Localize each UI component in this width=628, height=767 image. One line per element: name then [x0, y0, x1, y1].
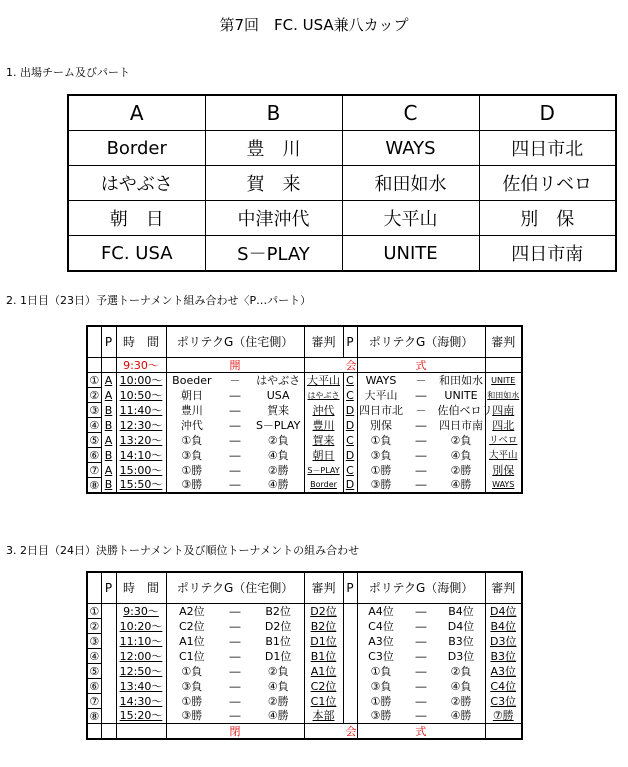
day2-header-row: [87, 572, 522, 604]
day2-schedule-table: [86, 571, 523, 740]
day1-schedule-table: [86, 325, 523, 494]
team-name: ②勝: [450, 694, 472, 708]
part2-cell: C: [343, 388, 357, 403]
table-row: [87, 448, 522, 463]
team-name: ②勝: [267, 694, 289, 708]
part2-cell: D: [343, 478, 357, 494]
part-cell: [101, 679, 116, 694]
part-cell: B: [101, 448, 116, 463]
teams-row: [68, 166, 616, 201]
closing-ceremony-row: [87, 724, 522, 740]
time-cell: 11:10～: [116, 634, 166, 649]
vs-separator: ―: [229, 619, 241, 633]
table-row: [87, 619, 522, 634]
part2-cell: [343, 634, 357, 649]
part-cell: [101, 694, 116, 709]
team-name: ④負: [267, 448, 289, 462]
team-cell: 四日市南: [479, 236, 616, 272]
opening-ceremony-row: [87, 358, 522, 373]
vs-separator: ―: [229, 664, 241, 678]
referee2-cell: B3位: [485, 649, 522, 664]
team-cell: FC. USA: [68, 236, 205, 272]
match-court1: [166, 433, 304, 448]
court2-column-header: ポリテクG（海側）: [357, 326, 485, 358]
team-cell: 別 保: [479, 201, 616, 236]
part2-cell: C: [343, 463, 357, 478]
team-name: 四日市南: [438, 418, 483, 432]
time-cell: 15:00～: [116, 463, 166, 478]
vs-separator: ―: [229, 388, 241, 402]
part2-cell: [343, 694, 357, 709]
time-cell: 14:10～: [116, 448, 166, 463]
match-court1: [166, 604, 304, 619]
day1-header-row: [87, 326, 522, 358]
team-name: A4位: [368, 604, 394, 618]
part-header: A: [68, 95, 205, 131]
team-name: Boeder: [172, 373, 212, 387]
referee-cell: 沖代: [304, 403, 343, 418]
team-name: ④負: [267, 679, 289, 693]
time-cell: 9:30～: [116, 604, 166, 619]
team-name: C4位: [368, 619, 394, 633]
referee2-cell: 別保: [485, 463, 522, 478]
team-name: ③勝: [370, 709, 392, 723]
team-name: ③勝: [181, 478, 203, 492]
page-title: 第7回 FC. USA兼八カップ: [219, 16, 409, 34]
match-court2: [357, 478, 485, 494]
referee2-cell: D3位: [485, 634, 522, 649]
match-court2: [357, 418, 485, 433]
referee-column-header: 審判: [304, 572, 343, 604]
team-cell: 豊 川: [205, 131, 342, 166]
table-row: [87, 418, 522, 433]
part2-column-header: P: [343, 572, 357, 604]
court2-column-header: ポリテクG（海側）: [357, 572, 485, 604]
match-court1: [166, 619, 304, 634]
part-cell: A: [101, 373, 116, 388]
court1-column-header: ポリテクG（住宅側）: [166, 326, 304, 358]
opening-time: 9:30～: [116, 358, 166, 373]
vs-separator: ―: [415, 418, 427, 432]
team-name: C1位: [179, 649, 205, 663]
match-number: ①: [87, 373, 101, 388]
vs-separator: ―: [415, 664, 427, 678]
referee2-column-header: 審判: [485, 326, 522, 358]
vs-separator: ―: [415, 634, 427, 648]
vs-separator: ―: [229, 418, 241, 432]
match-court2: [357, 664, 485, 679]
match-court1: [166, 649, 304, 664]
team-name: ④勝: [267, 478, 289, 492]
team-name: ②負: [450, 433, 472, 447]
match-court1: [166, 448, 304, 463]
match-court2: [357, 388, 485, 403]
table-row: [87, 679, 522, 694]
match-court2: [357, 649, 485, 664]
referee2-cell: 和田如水: [485, 388, 522, 403]
match-court2: [357, 634, 485, 649]
team-name: ④勝: [450, 709, 472, 723]
team-name: UNITE: [444, 388, 478, 402]
match-number: ③: [87, 403, 101, 418]
team-cell: S－PLAY: [205, 236, 342, 272]
referee-column-header: 審判: [304, 326, 343, 358]
referee2-cell: リベロ: [485, 433, 522, 448]
match-number: ⑦: [87, 694, 101, 709]
vs-separator: ―: [415, 463, 427, 477]
referee2-cell: C4位: [485, 679, 522, 694]
team-cell: UNITE: [342, 236, 479, 272]
team-cell: 佐伯リベロ: [479, 166, 616, 201]
match-court1: [166, 694, 304, 709]
part-header: B: [205, 95, 342, 131]
team-name: ④負: [450, 448, 472, 462]
table-row: [87, 478, 522, 494]
team-name: ②勝: [450, 463, 472, 477]
time-cell: 10:00～: [116, 373, 166, 388]
team-name: ②負: [267, 433, 289, 447]
team-cell: 四日市北: [479, 131, 616, 166]
team-name: ①負: [370, 433, 392, 447]
match-number: ④: [87, 649, 101, 664]
team-cell: 和田如水: [342, 166, 479, 201]
match-court2: [357, 373, 485, 388]
part2-cell: [343, 649, 357, 664]
referee2-cell: WAYS: [485, 478, 522, 494]
team-name: ①負: [181, 433, 203, 447]
part2-cell: D: [343, 448, 357, 463]
table-row: [87, 388, 522, 403]
part-cell: [101, 604, 116, 619]
match-number: ⑤: [87, 433, 101, 448]
closing-label: 閉: [166, 724, 304, 740]
team-name: 沖代: [180, 418, 203, 432]
part-cell: A: [101, 433, 116, 448]
time-cell: 12:30～: [116, 418, 166, 433]
team-name: ①勝: [181, 694, 203, 708]
time-cell: 12:00～: [116, 649, 166, 664]
table-row: [87, 649, 522, 664]
team-name: ③負: [181, 679, 203, 693]
referee-cell: Border: [304, 478, 343, 494]
match-court1: [166, 388, 304, 403]
match-number: ⑥: [87, 679, 101, 694]
team-name: ③負: [370, 679, 392, 693]
table-row: [87, 403, 522, 418]
match-number: ⑧: [87, 709, 101, 724]
part-cell: A: [101, 463, 116, 478]
team-name: ①勝: [181, 463, 203, 477]
team-name: S－PLAY: [255, 418, 301, 432]
team-name: ②負: [450, 664, 472, 678]
teams-header-row: [68, 95, 616, 131]
section-3-heading: 3. 2日目（24日）決勝トーナメント及び順位トーナメントの組み合わせ: [6, 544, 360, 557]
referee-cell: C2位: [304, 679, 343, 694]
referee2-cell: 四北: [485, 418, 522, 433]
table-row: [87, 634, 522, 649]
teams-row: [68, 236, 616, 272]
team-cell: WAYS: [342, 131, 479, 166]
teams-row: [68, 201, 616, 236]
team-name: A1位: [179, 634, 205, 648]
match-court2: [357, 694, 485, 709]
section-1-heading: 1. 出場チーム及びパート: [6, 66, 130, 79]
team-name: 豊川: [180, 403, 203, 417]
referee2-cell: UNITE: [485, 373, 522, 388]
match-number: ⑦: [87, 463, 101, 478]
vs-separator: ―: [415, 604, 427, 618]
referee-cell: 豊川: [304, 418, 343, 433]
team-name: はやぶさ: [256, 373, 301, 387]
referee-cell: D2位: [304, 604, 343, 619]
team-cell: 朝 日: [68, 201, 205, 236]
team-name: D2位: [264, 619, 292, 633]
team-name: ①勝: [370, 463, 392, 477]
team-name: B1位: [265, 634, 291, 648]
vs-separator: ―: [415, 448, 427, 462]
time-cell: 12:50～: [116, 664, 166, 679]
referee2-column-header: 審判: [485, 572, 522, 604]
vs-separator: ―: [229, 694, 241, 708]
part2-cell: [343, 604, 357, 619]
team-name: D1位: [264, 649, 292, 663]
table-row: [87, 463, 522, 478]
vs-separator: ―: [229, 679, 241, 693]
vs-separator: －: [415, 403, 427, 417]
vs-separator: ―: [415, 619, 427, 633]
referee-cell: 本部: [304, 709, 343, 724]
team-name: ④勝: [450, 478, 472, 492]
team-name: ②勝: [267, 463, 289, 477]
match-court2: [357, 679, 485, 694]
time-cell: 13:20～: [116, 433, 166, 448]
referee2-cell: C3位: [485, 694, 522, 709]
part-cell: [101, 664, 116, 679]
time-cell: 15:50～: [116, 478, 166, 494]
vs-separator: ―: [415, 433, 427, 447]
time-cell: 10:20～: [116, 619, 166, 634]
part-header: D: [479, 95, 616, 131]
teams-table: [67, 94, 617, 272]
vs-separator: ―: [229, 709, 241, 723]
referee2-cell: D4位: [485, 604, 522, 619]
closing-label: 会: [304, 724, 357, 740]
part-column-header: P: [101, 572, 116, 604]
part2-cell: C: [343, 433, 357, 448]
vs-separator: ―: [229, 463, 241, 477]
part-cell: A: [101, 388, 116, 403]
team-cell: 大平山: [342, 201, 479, 236]
closing-label: 式: [357, 724, 485, 740]
section-2-heading: 2. 1日目（23日）予選トーナメント組み合わせ〈P…パート）: [6, 294, 312, 307]
team-cell: 中津沖代: [205, 201, 342, 236]
team-name: 大平山: [364, 388, 398, 402]
referee-cell: 賀来: [304, 433, 343, 448]
match-court1: [166, 463, 304, 478]
team-name: ①負: [370, 664, 392, 678]
match-court1: [166, 634, 304, 649]
vs-separator: ―: [415, 679, 427, 693]
part2-cell: [343, 664, 357, 679]
part-column-header: P: [101, 326, 116, 358]
vs-separator: ―: [229, 433, 241, 447]
referee-cell: B1位: [304, 649, 343, 664]
match-court2: [357, 403, 493, 418]
team-name: ④負: [450, 679, 472, 693]
match-court2: [357, 448, 485, 463]
vs-separator: ―: [229, 478, 241, 492]
match-court1: [166, 679, 304, 694]
part-cell: B: [101, 403, 116, 418]
team-name: ③負: [370, 448, 392, 462]
opening-label: 開: [166, 358, 304, 373]
match-court2: [357, 604, 485, 619]
referee-cell: はやぶさ: [304, 388, 343, 403]
match-court2: [357, 619, 485, 634]
part2-cell: C: [343, 373, 357, 388]
vs-separator: －: [229, 373, 241, 387]
team-name: C2位: [179, 619, 205, 633]
part2-cell: D: [343, 418, 357, 433]
part-cell: B: [101, 418, 116, 433]
vs-separator: ―: [229, 403, 241, 417]
referee2-cell: 大平山: [485, 448, 522, 463]
time-column-header: 時 間: [116, 326, 166, 358]
table-row: [87, 694, 522, 709]
team-cell: Border: [68, 131, 205, 166]
vs-separator: ―: [415, 388, 427, 402]
time-cell: 13:40～: [116, 679, 166, 694]
referee2-cell: B4位: [485, 619, 522, 634]
team-name: A3位: [368, 634, 394, 648]
referee-cell: A1位: [304, 664, 343, 679]
team-name: 四日市北: [358, 403, 403, 417]
team-name: ②負: [267, 664, 289, 678]
referee-cell: C1位: [304, 694, 343, 709]
match-court2: [357, 463, 485, 478]
match-number: ①: [87, 604, 101, 619]
referee-cell: B2位: [304, 619, 343, 634]
team-name: 和田如水: [438, 373, 483, 387]
match-number: ②: [87, 388, 101, 403]
match-court2: [357, 433, 485, 448]
team-name: B2位: [265, 604, 291, 618]
part2-cell: [343, 679, 357, 694]
match-number: ⑥: [87, 448, 101, 463]
referee2-cell: 四南: [485, 403, 522, 418]
team-cell: 賀 来: [205, 166, 342, 201]
part-header: C: [342, 95, 479, 131]
part-cell: [101, 634, 116, 649]
match-number: ⑤: [87, 664, 101, 679]
table-row: [87, 373, 522, 388]
vs-separator: ―: [415, 709, 427, 723]
time-cell: 15:20～: [116, 709, 166, 724]
opening-label: 式: [357, 358, 485, 373]
vs-separator: －: [415, 373, 427, 387]
opening-label: 会: [304, 358, 357, 373]
part2-cell: [343, 709, 357, 724]
vs-separator: ―: [229, 649, 241, 663]
part-cell: [101, 619, 116, 634]
team-name: ①勝: [370, 694, 392, 708]
part2-column-header: P: [343, 326, 357, 358]
team-name: 別保: [369, 418, 392, 432]
team-name: ③勝: [370, 478, 392, 492]
team-name: ④勝: [267, 709, 289, 723]
referee-cell: S－PLAY: [304, 463, 343, 478]
vs-separator: ―: [229, 604, 241, 618]
match-court1: [166, 478, 304, 494]
team-name: ③勝: [181, 709, 203, 723]
time-cell: 11:40～: [116, 403, 166, 418]
team-name: B4位: [448, 604, 474, 618]
teams-row: [68, 131, 616, 166]
team-name: A2位: [179, 604, 205, 618]
team-name: 賀来: [267, 403, 290, 417]
match-number: ②: [87, 619, 101, 634]
team-name: D4位: [447, 619, 475, 633]
vs-separator: ―: [415, 694, 427, 708]
referee-cell: 大平山: [304, 373, 343, 388]
referee-cell: 朝日: [304, 448, 343, 463]
part2-cell: D: [343, 403, 357, 418]
match-court1: [166, 373, 304, 388]
referee-cell: D1位: [304, 634, 343, 649]
part-cell: [101, 709, 116, 724]
table-row: [87, 664, 522, 679]
match-court1: [166, 403, 304, 418]
team-name: 佐伯ベロリ: [437, 403, 493, 417]
vs-separator: ―: [415, 649, 427, 663]
team-name: ③負: [181, 448, 203, 462]
referee2-cell: A3位: [485, 664, 522, 679]
vs-separator: ―: [415, 478, 427, 492]
table-row: [87, 433, 522, 448]
vs-separator: ―: [229, 634, 241, 648]
team-name: D3位: [447, 649, 475, 663]
match-court1: [166, 709, 304, 724]
team-name: USA: [266, 388, 290, 402]
time-column-header: 時 間: [116, 572, 166, 604]
match-court1: [166, 418, 304, 433]
vs-separator: ―: [229, 448, 241, 462]
time-cell: 10:50～: [116, 388, 166, 403]
team-name: WAYS: [365, 373, 397, 387]
match-number: ③: [87, 634, 101, 649]
match-number: ⑧: [87, 478, 101, 494]
team-name: 朝日: [180, 388, 203, 402]
part2-cell: [343, 619, 357, 634]
table-row: [87, 604, 522, 619]
referee2-cell: ⑦勝: [485, 709, 522, 724]
team-name: C3位: [368, 649, 394, 663]
table-row: [87, 709, 522, 724]
part-cell: B: [101, 478, 116, 494]
team-name: B3位: [448, 634, 474, 648]
team-name: ①負: [181, 664, 203, 678]
team-cell: はやぶさ: [68, 166, 205, 201]
match-number: ④: [87, 418, 101, 433]
match-court1: [166, 664, 304, 679]
part-cell: [101, 649, 116, 664]
court1-column-header: ポリテクG（住宅側）: [166, 572, 304, 604]
match-court2: [357, 709, 485, 724]
time-cell: 14:30～: [116, 694, 166, 709]
